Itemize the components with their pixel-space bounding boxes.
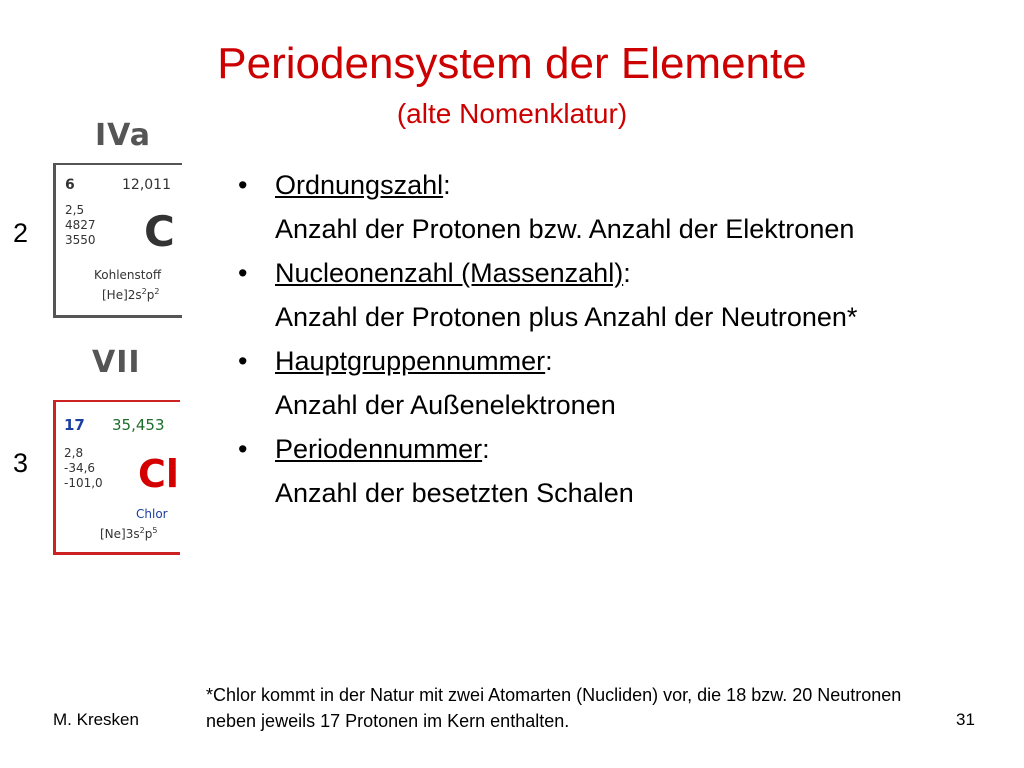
boiling-point: 4827 bbox=[65, 218, 96, 232]
atomic-mass: 35,453 bbox=[112, 416, 165, 434]
element-properties bbox=[64, 446, 103, 491]
term-ordnungszahl: Ordnungszahl bbox=[275, 170, 444, 200]
period-number-2: 2 bbox=[13, 218, 29, 248]
list-item: • Hauptgruppennummer: Anzahl der Außenelektronen bbox=[238, 339, 878, 427]
term-nucleonenzahl: Nucleonenzahl (Massenzahl) bbox=[275, 258, 624, 288]
atomic-number: 17 bbox=[64, 416, 85, 434]
bullet-icon: • bbox=[238, 170, 248, 200]
element-name: Chlor bbox=[136, 507, 168, 521]
electronegativity: 2,8 bbox=[64, 446, 84, 460]
footer-author: M. Kresken bbox=[53, 710, 139, 729]
footnote: *Chlor kommt in der Natur mit zwei Atomarten (Nucliden) vor, die 18 bzw. 20 Neutronen neben jeweils 17 Protonen im Kern enthalten. bbox=[206, 685, 902, 731]
boiling-point: -34,6 bbox=[64, 461, 96, 475]
melting-point: -101,0 bbox=[64, 476, 103, 490]
list-item: • Ordnungszahl: Anzahl der Protonen bzw. Anzahl der Elektronen bbox=[238, 163, 878, 251]
group-label-iva: IVa bbox=[95, 118, 151, 153]
element-name: Kohlenstoff bbox=[94, 268, 162, 282]
element-properties bbox=[65, 203, 96, 248]
electronegativity: 2,5 bbox=[65, 203, 85, 217]
definition-list bbox=[238, 163, 878, 515]
term-hauptgruppennummer: Hauptgruppennummer bbox=[275, 346, 546, 376]
bullet-icon: • bbox=[238, 346, 248, 376]
atomic-number: 6 bbox=[65, 177, 75, 193]
period-number-3: 3 bbox=[13, 448, 29, 478]
definition-text: Anzahl der besetzten Schalen bbox=[275, 478, 634, 508]
term-periodennummer: Periodennummer bbox=[275, 434, 483, 464]
group-label-vii: VII bbox=[92, 345, 141, 380]
definition-text: Anzahl der Protonen plus Anzahl der Neutronen* bbox=[275, 302, 858, 332]
bullet-icon: • bbox=[238, 434, 248, 464]
slide-title: Periodensystem der Elemente bbox=[217, 39, 807, 88]
definition-text: Anzahl der Protonen bzw. Anzahl der Elektronen bbox=[275, 214, 855, 244]
list-item: • Periodennummer: Anzahl der besetzten Schalen bbox=[238, 427, 878, 515]
element-symbol: C bbox=[144, 207, 175, 256]
melting-point: 3550 bbox=[65, 233, 96, 247]
atomic-mass: 12,011 bbox=[122, 177, 171, 193]
slide-subtitle: (alte Nomenklatur) bbox=[396, 98, 628, 129]
bullet-icon: • bbox=[238, 258, 248, 288]
electron-configuration: $[Ne]3s^2p^5$ bbox=[100, 526, 158, 541]
element-symbol: Cl bbox=[138, 452, 179, 496]
element-cell-carbon bbox=[53, 163, 182, 318]
electron-configuration: $[He]2s^2p^2$ bbox=[102, 287, 160, 302]
list-item: • Nucleonenzahl (Massenzahl): Anzahl der Protonen plus Anzahl der Neutronen* bbox=[238, 251, 878, 339]
definition-text: Anzahl der Außenelektronen bbox=[275, 390, 616, 420]
page-number: 31 bbox=[956, 710, 975, 729]
element-cell-chlorine bbox=[53, 400, 180, 555]
